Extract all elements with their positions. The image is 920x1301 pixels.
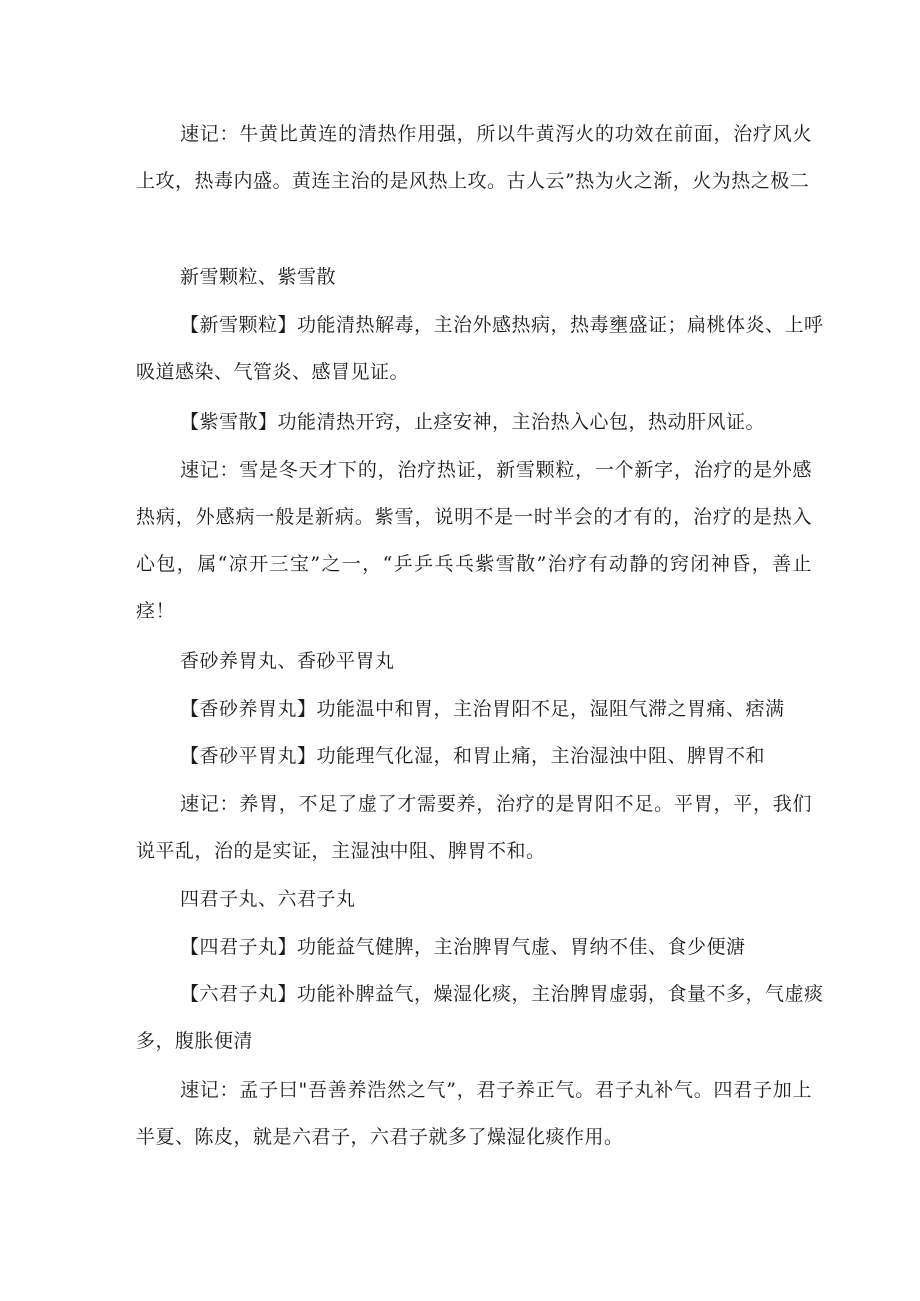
entry-liujunzi-wan: 【六君子丸】功能补脾益气，燥湿化痰，主治脾胃虚弱，食量不多，气虚痰多，腹胀便清 — [136, 983, 824, 1052]
section-heading-junzi: 四君子丸、六君子丸 — [180, 888, 356, 910]
entry-sijunzi-wan: 【四君子丸】功能益气健脾，主治脾胃气虚、胃纳不佳、食少便溏 — [180, 936, 746, 958]
entry-zixue-san: 【紫雪散】功能清热开窍，止痉安神，主治热入心包，热动肝风证。 — [180, 411, 766, 433]
mnemonic-paragraph-xue: 速记：雪是冬天才下的，治疗热证，新雪颗粒，一个新字，治疗的是外感热病，外感病一般是新病。紫雪，说明不是一时半会的才有的，治疗的是热入心包，属“凉开三宝”之一，“乒乒乓乓紫雪散”治疗有动静的窍闭神昏，善止痉！ — [136, 459, 812, 622]
entry-xiangsha-pingwei: 【香砂平胃丸】功能理气化湿，和胃止痛，主治湿浊中阻、脾胃不和 — [180, 745, 766, 767]
entry-xinxue-keli: 【新雪颗粒】功能清热解毒，主治外感热病，热毒壅盛证；扁桃体炎、上呼吸道感染、气管炎、感冒见证。 — [136, 314, 824, 383]
mnemonic-paragraph-niuhuang: 速记：牛黄比黄连的清热作用强，所以牛黄泻火的功效在前面，治疗风火上攻，热毒内盛。黄连主治的是风热上攻。古人云”热为火之渐，火为热之极二 — [136, 123, 812, 192]
mnemonic-paragraph-junzi: 速记：孟子曰"吾善养浩然之气”，君子养正气。君子丸补气。四君子加上半夏、陈皮，就是六君子，六君子就多了燥湿化痰作用。 — [136, 1079, 812, 1148]
section-heading-xiangsha: 香砂养胃丸、香砂平胃丸 — [180, 650, 395, 672]
mnemonic-paragraph-yangwei: 速记：养胃，不足了虚了才需要养，治疗的是胃阳不足。平胃，平，我们说平乱，治的是实证，主湿浊中阻、脾胃不和。 — [136, 793, 812, 862]
entry-xiangsha-yangwei: 【香砂养胃丸】功能温中和胃，主治胃阳不足，湿阻气滞之胃痛、痞满 — [180, 698, 785, 720]
section-heading-xinxue-zixue: 新雪颗粒、紫雪散 — [180, 266, 337, 288]
